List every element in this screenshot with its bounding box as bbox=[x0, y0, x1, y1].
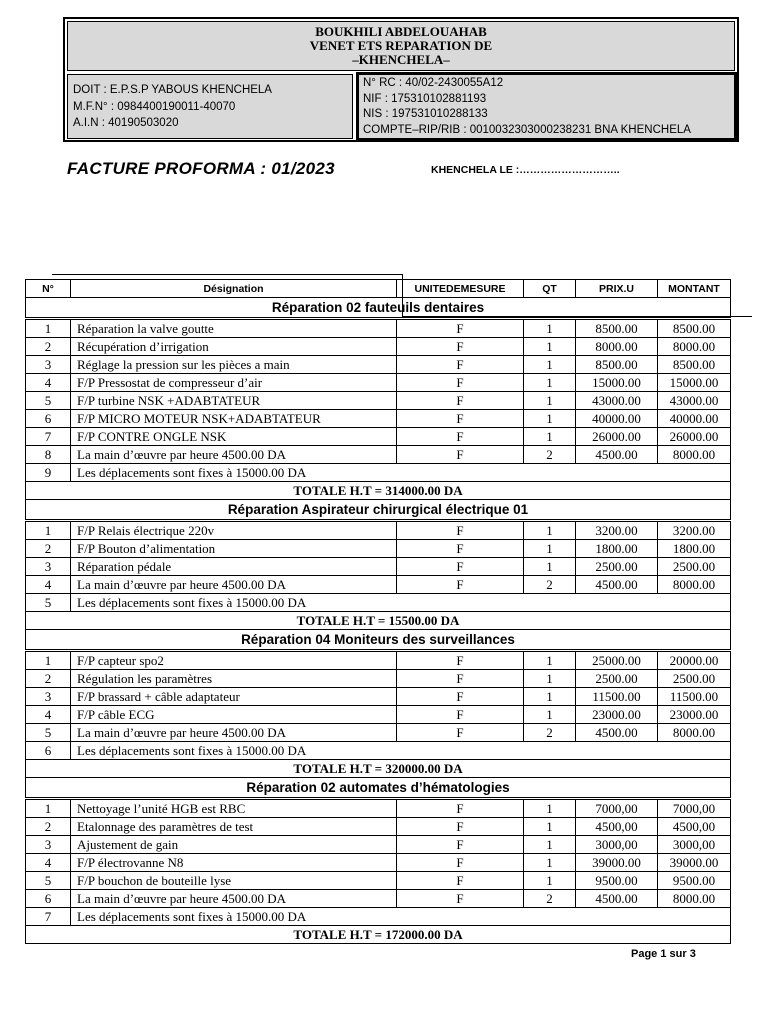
invoice-table bbox=[25, 279, 731, 944]
row-unit-price: 8000.00 bbox=[576, 338, 658, 356]
row-unit-price: 40000.00 bbox=[576, 410, 658, 428]
company-box bbox=[67, 21, 735, 71]
table-row bbox=[26, 724, 731, 742]
row-unit-price: 4500.00 bbox=[576, 724, 658, 742]
row-qty: 1 bbox=[524, 818, 576, 836]
table-row bbox=[26, 872, 731, 890]
row-designation: F/P CONTRE ONGLE NSK bbox=[71, 428, 397, 446]
section-total-row bbox=[26, 760, 731, 778]
row-amount: 40000.00 bbox=[658, 410, 731, 428]
row-number: 1 bbox=[26, 319, 71, 338]
row-number: 2 bbox=[26, 818, 71, 836]
row-amount: 39000.00 bbox=[658, 854, 731, 872]
row-number: 1 bbox=[26, 651, 71, 670]
table-header-row bbox=[26, 280, 731, 298]
row-number: 3 bbox=[26, 356, 71, 374]
row-unit: F bbox=[397, 890, 524, 908]
divider-line bbox=[52, 274, 402, 275]
page-total: 3 bbox=[689, 948, 696, 960]
row-qty: 2 bbox=[524, 724, 576, 742]
row-amount: 20000.00 bbox=[658, 651, 731, 670]
row-designation: F/P MICRO MOTEUR NSK+ADABTATEUR bbox=[71, 410, 397, 428]
client-mf: M.F.N° : 0984400190011-40070 bbox=[73, 100, 236, 113]
section-title: Réparation 02 automates d’hématologies bbox=[26, 778, 731, 799]
row-number: 4 bbox=[26, 374, 71, 392]
table-row bbox=[26, 319, 731, 338]
company-name: BOUKHILI ABDELOUAHAB bbox=[315, 24, 487, 39]
table-row bbox=[26, 670, 731, 688]
row-unit: F bbox=[397, 338, 524, 356]
row-unit-price: 26000.00 bbox=[576, 428, 658, 446]
row-designation: Régulation les paramètres bbox=[71, 670, 397, 688]
fiscal-account: COMPTE–RIP/RIB : 0010032303000238231 BNA KHENCHELA bbox=[363, 123, 691, 136]
row-amount: 8000.00 bbox=[658, 446, 731, 464]
row-number: 6 bbox=[26, 742, 71, 760]
row-amount: 23000.00 bbox=[658, 706, 731, 724]
row-designation: F/P Bouton d’alimentation bbox=[71, 540, 397, 558]
table-row bbox=[26, 742, 731, 760]
col-header-number: N° bbox=[26, 280, 71, 298]
row-amount: 3000,00 bbox=[658, 836, 731, 854]
row-amount: 15000.00 bbox=[658, 374, 731, 392]
row-unit: F bbox=[397, 872, 524, 890]
row-number: 5 bbox=[26, 392, 71, 410]
row-unit-price: 7000,00 bbox=[576, 799, 658, 818]
row-amount: 2500.00 bbox=[658, 670, 731, 688]
row-amount: 8500.00 bbox=[658, 356, 731, 374]
row-qty: 1 bbox=[524, 799, 576, 818]
row-designation: Réglage la pression sur les pièces a main bbox=[71, 356, 397, 374]
row-number: 2 bbox=[26, 670, 71, 688]
section-total-row bbox=[26, 612, 731, 630]
row-qty: 1 bbox=[524, 540, 576, 558]
row-qty: 1 bbox=[524, 651, 576, 670]
row-unit: F bbox=[397, 688, 524, 706]
row-designation: La main d’œuvre par heure 4500.00 DA bbox=[71, 446, 397, 464]
row-qty: 1 bbox=[524, 338, 576, 356]
row-number: 8 bbox=[26, 446, 71, 464]
row-amount: 8000.00 bbox=[658, 890, 731, 908]
table-row bbox=[26, 428, 731, 446]
row-unit-price: 25000.00 bbox=[576, 651, 658, 670]
fiscal-box bbox=[358, 74, 735, 139]
row-unit: F bbox=[397, 392, 524, 410]
table-row bbox=[26, 890, 731, 908]
row-unit-price: 4500.00 bbox=[576, 446, 658, 464]
row-amount: 2500.00 bbox=[658, 558, 731, 576]
client-name: DOIT : E.P.S.P YABOUS KHENCHELA bbox=[73, 84, 272, 96]
section-total-row bbox=[26, 482, 731, 500]
row-amount: 4500,00 bbox=[658, 818, 731, 836]
row-qty: 1 bbox=[524, 854, 576, 872]
row-amount: 1800.00 bbox=[658, 540, 731, 558]
row-qty: 1 bbox=[524, 521, 576, 540]
row-number: 4 bbox=[26, 854, 71, 872]
row-designation: F/P Relais électrique 220v bbox=[71, 521, 397, 540]
section-total: TOTALE H.T = 320000.00 DA bbox=[26, 760, 731, 778]
company-city: –KHENCHELA– bbox=[352, 52, 450, 67]
col-header-qty: QT bbox=[524, 280, 576, 298]
section-title: Réparation 02 fauteuils dentaires bbox=[26, 298, 731, 319]
row-qty: 2 bbox=[524, 890, 576, 908]
row-amount: 43000.00 bbox=[658, 392, 731, 410]
row-unit: F bbox=[397, 706, 524, 724]
row-unit-price: 1800.00 bbox=[576, 540, 658, 558]
row-unit: F bbox=[397, 446, 524, 464]
row-number: 5 bbox=[26, 872, 71, 890]
col-header-unit: UNITEDEMESURE bbox=[397, 280, 524, 298]
table-row bbox=[26, 688, 731, 706]
row-unit: F bbox=[397, 670, 524, 688]
row-unit: F bbox=[397, 651, 524, 670]
table-row bbox=[26, 356, 731, 374]
row-number: 4 bbox=[26, 706, 71, 724]
row-qty: 1 bbox=[524, 558, 576, 576]
table-row bbox=[26, 836, 731, 854]
row-unit-price: 11500.00 bbox=[576, 688, 658, 706]
row-designation: F/P turbine NSK +ADABTATEUR bbox=[71, 392, 397, 410]
row-qty: 1 bbox=[524, 356, 576, 374]
row-unit-price: 23000.00 bbox=[576, 706, 658, 724]
row-number: 4 bbox=[26, 576, 71, 594]
col-header-unit-price: PRIX.U bbox=[576, 280, 658, 298]
table-row bbox=[26, 558, 731, 576]
row-designation: F/P brassard + câble adaptateur bbox=[71, 688, 397, 706]
row-unit: F bbox=[397, 540, 524, 558]
table-row bbox=[26, 521, 731, 540]
row-qty: 1 bbox=[524, 836, 576, 854]
table-row bbox=[26, 854, 731, 872]
row-unit-price: 39000.00 bbox=[576, 854, 658, 872]
row-designation: La main d’œuvre par heure 4500.00 DA bbox=[71, 724, 397, 742]
table-row bbox=[26, 594, 731, 612]
row-amount: 3200.00 bbox=[658, 521, 731, 540]
row-unit-price: 4500.00 bbox=[576, 890, 658, 908]
row-unit: F bbox=[397, 374, 524, 392]
table-row bbox=[26, 338, 731, 356]
row-qty: 1 bbox=[524, 374, 576, 392]
row-amount: 8000.00 bbox=[658, 338, 731, 356]
section-title: Réparation 04 Moniteurs des surveillances bbox=[26, 630, 731, 651]
row-unit: F bbox=[397, 319, 524, 338]
row-unit-price: 2500.00 bbox=[576, 670, 658, 688]
row-amount: 26000.00 bbox=[658, 428, 731, 446]
table-row bbox=[26, 706, 731, 724]
table-row bbox=[26, 908, 731, 926]
row-qty: 2 bbox=[524, 446, 576, 464]
row-qty: 1 bbox=[524, 872, 576, 890]
row-qty: 2 bbox=[524, 576, 576, 594]
row-designation: F/P capteur spo2 bbox=[71, 651, 397, 670]
table-row bbox=[26, 410, 731, 428]
row-number: 6 bbox=[26, 410, 71, 428]
table-row bbox=[26, 576, 731, 594]
row-unit-price: 2500.00 bbox=[576, 558, 658, 576]
row-unit-price: 9500.00 bbox=[576, 872, 658, 890]
invoice-place-date: KHENCHELA LE :……………………….. bbox=[431, 164, 620, 176]
section-total: TOTALE H.T = 172000.00 DA bbox=[26, 926, 731, 944]
row-unit: F bbox=[397, 799, 524, 818]
row-designation: La main d’œuvre par heure 4500.00 DA bbox=[71, 576, 397, 594]
page-prefix: Page bbox=[631, 948, 661, 960]
col-header-amount: MONTANT bbox=[658, 280, 731, 298]
row-designation: Etalonnage des paramètres de test bbox=[71, 818, 397, 836]
row-qty: 1 bbox=[524, 670, 576, 688]
fiscal-nif: NIF : 175310102881193 bbox=[363, 92, 487, 105]
table-row bbox=[26, 651, 731, 670]
row-unit-price: 15000.00 bbox=[576, 374, 658, 392]
row-unit: F bbox=[397, 558, 524, 576]
row-unit-price: 8500.00 bbox=[576, 356, 658, 374]
table-row bbox=[26, 540, 731, 558]
row-unit-price: 4500,00 bbox=[576, 818, 658, 836]
row-number: 6 bbox=[26, 890, 71, 908]
invoice-body bbox=[26, 298, 731, 944]
section-header-row bbox=[26, 630, 731, 651]
row-amount: 7000,00 bbox=[658, 799, 731, 818]
row-designation: F/P câble ECG bbox=[71, 706, 397, 724]
section-header-row bbox=[26, 778, 731, 799]
section-title: Réparation Aspirateur chirurgical électrique 01 bbox=[26, 500, 731, 521]
row-number: 7 bbox=[26, 908, 71, 926]
table-row bbox=[26, 392, 731, 410]
row-designation: F/P électrovanne N8 bbox=[71, 854, 397, 872]
row-unit: F bbox=[397, 521, 524, 540]
row-number: 9 bbox=[26, 464, 71, 482]
row-designation: Les déplacements sont fixes à 15000.00 DA bbox=[71, 908, 731, 926]
fiscal-nis: NIS : 197531010288133 bbox=[363, 108, 488, 120]
section-header-row bbox=[26, 500, 731, 521]
row-unit: F bbox=[397, 428, 524, 446]
row-amount: 8000.00 bbox=[658, 576, 731, 594]
row-amount: 9500.00 bbox=[658, 872, 731, 890]
company-activity: VENET ETS REPARATION DE bbox=[309, 38, 493, 53]
row-designation: La main d’œuvre par heure 4500.00 DA bbox=[71, 890, 397, 908]
row-qty: 1 bbox=[524, 706, 576, 724]
page-indicator bbox=[631, 948, 696, 960]
table-row bbox=[26, 374, 731, 392]
row-unit: F bbox=[397, 576, 524, 594]
row-amount: 11500.00 bbox=[658, 688, 731, 706]
row-designation: Nettoyage l’unité HGB est RBC bbox=[71, 799, 397, 818]
section-total-row bbox=[26, 926, 731, 944]
col-header-designation: Désignation bbox=[71, 280, 397, 298]
row-designation: Les déplacements sont fixes à 15000.00 DA bbox=[71, 464, 731, 482]
page-middle: sur bbox=[666, 948, 690, 960]
section-total: TOTALE H.T = 15500.00 DA bbox=[26, 612, 731, 630]
row-designation: Les déplacements sont fixes à 15000.00 DA bbox=[71, 742, 731, 760]
row-amount: 8500.00 bbox=[658, 319, 731, 338]
row-unit: F bbox=[397, 724, 524, 742]
row-designation: F/P bouchon de bouteille lyse bbox=[71, 872, 397, 890]
client-box bbox=[67, 74, 353, 139]
table-row bbox=[26, 446, 731, 464]
row-designation: Récupération d’irrigation bbox=[71, 338, 397, 356]
row-unit: F bbox=[397, 818, 524, 836]
row-qty: 1 bbox=[524, 319, 576, 338]
row-unit-price: 43000.00 bbox=[576, 392, 658, 410]
client-ain: A.I.N : 40190503020 bbox=[73, 117, 179, 129]
row-qty: 1 bbox=[524, 392, 576, 410]
row-unit-price: 3200.00 bbox=[576, 521, 658, 540]
invoice-title: FACTURE PROFORMA : 01/2023 bbox=[67, 159, 335, 178]
row-unit-price: 4500.00 bbox=[576, 576, 658, 594]
row-designation: Réparation la valve goutte bbox=[71, 319, 397, 338]
row-number: 1 bbox=[26, 799, 71, 818]
row-qty: 1 bbox=[524, 688, 576, 706]
section-total: TOTALE H.T = 314000.00 DA bbox=[26, 482, 731, 500]
row-designation: Réparation pédale bbox=[71, 558, 397, 576]
row-designation: Ajustement de gain bbox=[71, 836, 397, 854]
row-number: 5 bbox=[26, 594, 71, 612]
row-unit: F bbox=[397, 356, 524, 374]
row-qty: 1 bbox=[524, 410, 576, 428]
row-unit-price: 3000,00 bbox=[576, 836, 658, 854]
row-number: 3 bbox=[26, 836, 71, 854]
row-qty: 1 bbox=[524, 428, 576, 446]
row-number: 3 bbox=[26, 688, 71, 706]
section-header-row bbox=[26, 298, 731, 319]
row-amount: 8000.00 bbox=[658, 724, 731, 742]
row-designation: Les déplacements sont fixes à 15000.00 DA bbox=[71, 594, 731, 612]
table-row bbox=[26, 818, 731, 836]
row-unit: F bbox=[397, 410, 524, 428]
table-row bbox=[26, 799, 731, 818]
row-number: 7 bbox=[26, 428, 71, 446]
page-current: 1 bbox=[660, 948, 667, 960]
row-number: 3 bbox=[26, 558, 71, 576]
row-unit: F bbox=[397, 836, 524, 854]
row-unit: F bbox=[397, 854, 524, 872]
row-number: 1 bbox=[26, 521, 71, 540]
row-number: 2 bbox=[26, 338, 71, 356]
row-number: 2 bbox=[26, 540, 71, 558]
table-row bbox=[26, 464, 731, 482]
fiscal-rc: N° RC : 40/02-2430055A12 bbox=[363, 77, 504, 89]
row-designation: F/P Pressostat de compresseur d’air bbox=[71, 374, 397, 392]
row-number: 5 bbox=[26, 724, 71, 742]
row-unit-price: 8500.00 bbox=[576, 319, 658, 338]
